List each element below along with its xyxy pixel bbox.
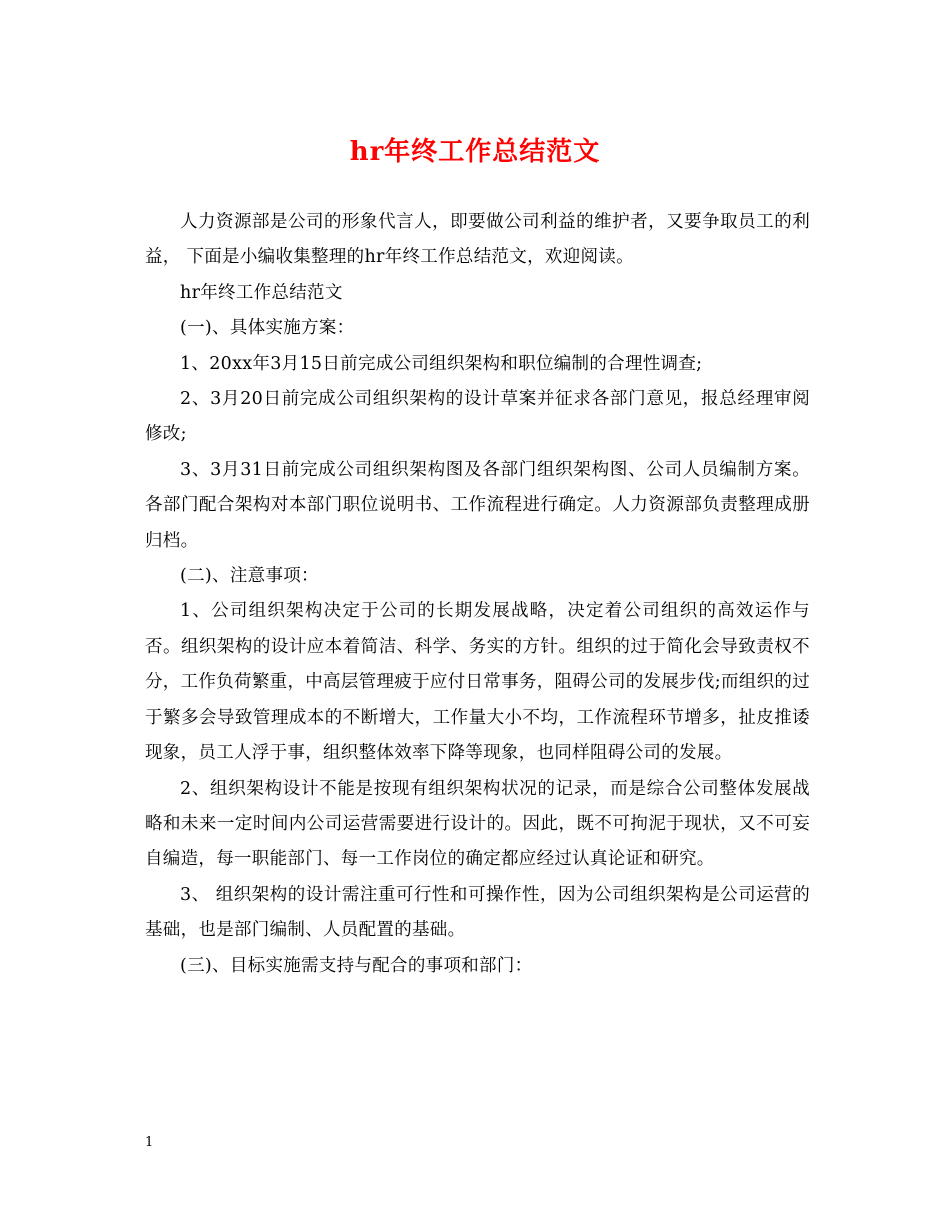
document-title: hr年终工作总结范文	[349, 137, 601, 167]
list-item-1-3: 3、3月31日前完成公司组织架构图及各部门组织架构图、公司人员编制方案。各部门配合架构对本部门职位说明书、工作流程进行确定。人力资源部负责整理成册归档。	[145, 459, 810, 551]
list-item-2-2: 2、组织架构设计不能是按现有组织架构状况的记录，而是综合公司整体发展战略和未来一定时间内公司运营需要进行设计的。因此，既不可拘泥于现状，又不可妄自编造，每一职能部门、每一工作岗位的确定都应经过认真论证和研究。	[145, 778, 810, 870]
list-item-2-1: 1、公司组织架构决定于公司的长期发展战略，决定着公司组织的高效运作与否。组织架构的设计应本着简洁、科学、务实的方针。组织的过于简化会导致责权不分，工作负荷繁重，中高层管理疲于应付日常事务，阻碍公司的发展步伐;而组织的过于繁多会导致管理成本的不断增大，工作量大小不均，工作流程环节增多，扯皮推诿现象，员工人浮于事，组织整体效率下降等现象，也同样阻碍公司的发展。	[145, 601, 810, 764]
intro-paragraph: 人力资源部是公司的形象代言人，即要做公司利益的维护者，又要争取员工的利益， 下面是小编收集整理的hr年终工作总结范文，欢迎阅读。	[145, 212, 810, 268]
list-item-2-3: 3、 组织架构的设计需注重可行性和可操作性，因为公司组织架构是公司运营的基础，也是部门编制、人员配置的基础。	[145, 884, 810, 941]
document-body	[145, 205, 810, 984]
list-item-1-1: 1、20xx年3月15日前完成公司组织架构和职位编制的合理性调查;	[180, 353, 703, 374]
list-item-1-2: 2、3月20日前完成公司组织架构的设计草案并征求各部门意见，报总经理审阅修改;	[145, 389, 810, 445]
section-heading-2: (二)、注意事项：	[180, 566, 319, 587]
page-number: 1	[145, 1135, 154, 1150]
subtitle-paragraph: hr年终工作总结范文	[180, 282, 343, 303]
section-heading-3: (三)、目标实施需支持与配合的事项和部门：	[180, 955, 533, 976]
section-heading-1: (一)、具体实施方案：	[180, 318, 355, 339]
